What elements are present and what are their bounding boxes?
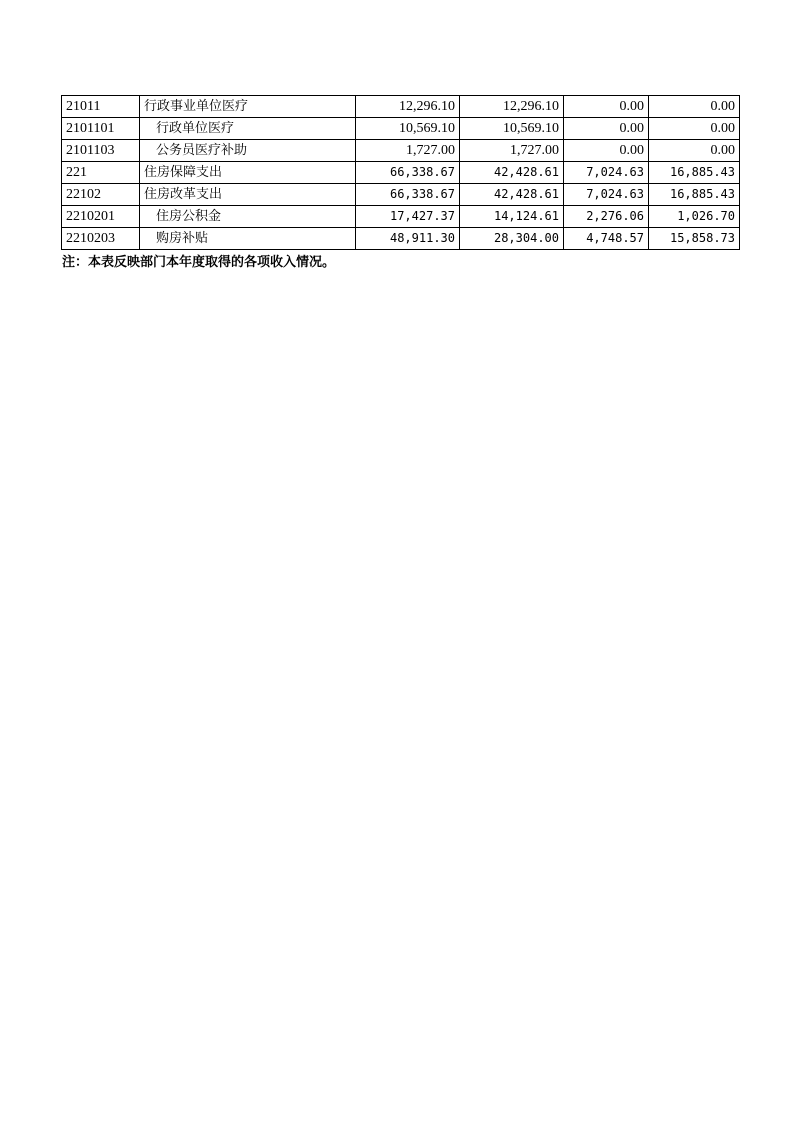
subject-code: 2210203 xyxy=(62,228,140,250)
amount-col-3: 0.00 xyxy=(564,140,649,162)
total-amount: 66,338.67 xyxy=(356,184,460,206)
amount-col-4: 16,885.43 xyxy=(649,162,740,184)
amount-col-3: 7,024.63 xyxy=(564,184,649,206)
subject-name: 公务员医疗补助 xyxy=(140,140,356,162)
total-amount: 48,911.30 xyxy=(356,228,460,250)
table-row xyxy=(62,118,740,140)
amount-col-3: 2,276.06 xyxy=(564,206,649,228)
subject-name: 住房公积金 xyxy=(140,206,356,228)
amount-col-3: 7,024.63 xyxy=(564,162,649,184)
amount-col-4: 15,858.73 xyxy=(649,228,740,250)
subject-name: 住房改革支出 xyxy=(140,184,356,206)
total-amount: 17,427.37 xyxy=(356,206,460,228)
total-amount: 66,338.67 xyxy=(356,162,460,184)
subject-name: 购房补贴 xyxy=(140,228,356,250)
subject-name: 住房保障支出 xyxy=(140,162,356,184)
subject-code: 2101101 xyxy=(62,118,140,140)
table-row xyxy=(62,228,740,250)
subject-code: 221 xyxy=(62,162,140,184)
table-row xyxy=(62,162,740,184)
amount-col-3: 4,748.57 xyxy=(564,228,649,250)
amount-col-4: 16,885.43 xyxy=(649,184,740,206)
amount-col-4: 0.00 xyxy=(649,140,740,162)
amount-col-4: 0.00 xyxy=(649,118,740,140)
total-amount: 1,727.00 xyxy=(356,140,460,162)
table-row xyxy=(62,184,740,206)
table-row xyxy=(62,140,740,162)
amount-col-3: 0.00 xyxy=(564,96,649,118)
subject-code: 2101103 xyxy=(62,140,140,162)
budget-income-table xyxy=(61,95,740,250)
amount-col-2: 1,727.00 xyxy=(460,140,564,162)
amount-col-2: 10,569.10 xyxy=(460,118,564,140)
subject-code: 2210201 xyxy=(62,206,140,228)
amount-col-3: 0.00 xyxy=(564,118,649,140)
amount-col-2: 28,304.00 xyxy=(460,228,564,250)
total-amount: 12,296.10 xyxy=(356,96,460,118)
amount-col-2: 42,428.61 xyxy=(460,162,564,184)
amount-col-2: 12,296.10 xyxy=(460,96,564,118)
table-row xyxy=(62,206,740,228)
subject-code: 21011 xyxy=(62,96,140,118)
subject-name: 行政事业单位医疗 xyxy=(140,96,356,118)
subject-code: 22102 xyxy=(62,184,140,206)
total-amount: 10,569.10 xyxy=(356,118,460,140)
subject-name: 行政单位医疗 xyxy=(140,118,356,140)
table-row xyxy=(62,96,740,118)
amount-col-2: 14,124.61 xyxy=(460,206,564,228)
table-footnote: 注：本表反映部门本年度取得的各项收入情况。 xyxy=(62,255,336,270)
amount-col-4: 1,026.70 xyxy=(649,206,740,228)
amount-col-4: 0.00 xyxy=(649,96,740,118)
amount-col-2: 42,428.61 xyxy=(460,184,564,206)
